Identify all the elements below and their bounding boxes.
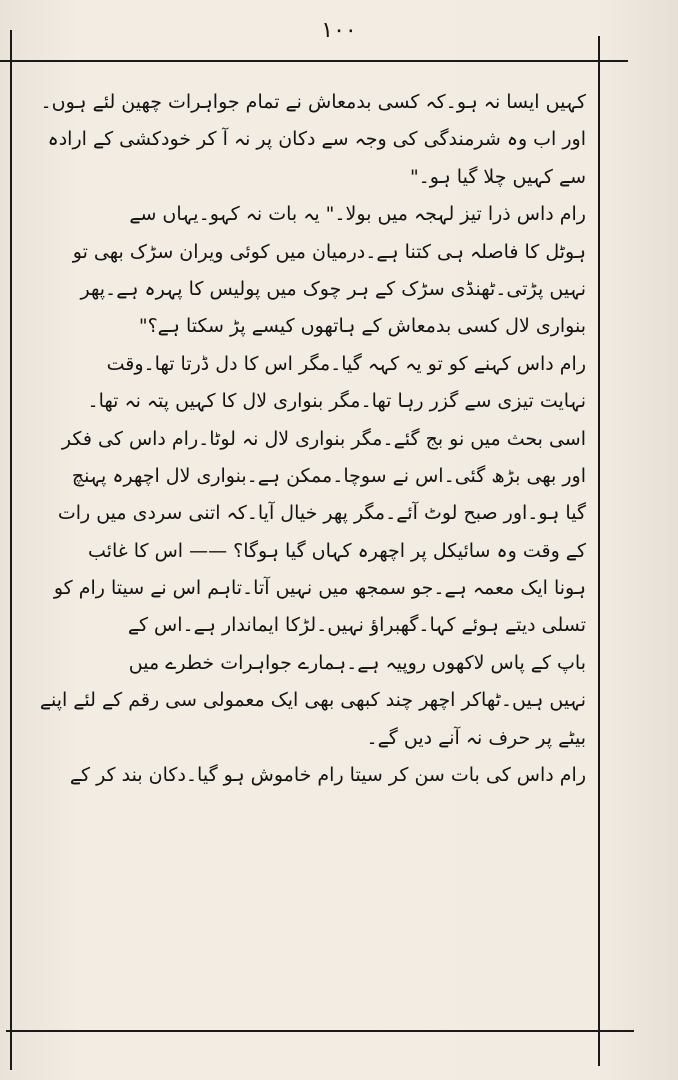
text-line-16: باپ کے پاس لاکھوں روپیہ ہے۔ہمارے جواہرات خطرے میں <box>128 651 586 674</box>
text-line-19: رام داس کی بات سن کر سیتا رام خاموش ہو گیا۔دکان بند کر کے <box>69 764 586 787</box>
text-line-1: کہیں ایسا نہ ہو۔کہ کسی بدمعاش نے تمام جواہرات چھین لئے ہوں۔ <box>40 91 586 113</box>
text-line-10: اسی بحث میں نو بج گئے۔مگر بنواری لال نہ لوٹا۔رام داس کی فکر <box>61 427 586 450</box>
frame-top-rule <box>0 60 628 62</box>
text-line-5: ہوٹل کا فاصلہ ہی کتنا ہے۔درمیان میں کوئی ویران سڑک بھی تو <box>72 240 586 263</box>
text-line-15: تسلی دیتے ہوئے کہا۔گھبراؤ نہیں۔لڑکا ایماندار ہے۔اس کے <box>127 614 586 637</box>
text-line-11: اور بھی بڑھ گئی۔اس نے سوچا۔ممکن ہے۔بنواری لال اچھرہ پہنچ <box>71 464 586 487</box>
text-line-8: رام داس کہنے کو تو یہ کہہ گیا۔مگر اس کا دل ڈرتا تھا۔وقت <box>106 352 586 375</box>
page-number: ۱۰۰ <box>321 18 357 43</box>
text-line-6: نہیں پڑتی۔ٹھنڈی سڑک کے ہر چوک میں پولیس کا پہرہ ہے۔پھر <box>80 277 586 300</box>
frame-left-rule <box>10 30 12 1070</box>
text-line-14: ہونا ایک معمہ ہے۔جو سمجھ میں نہیں آتا۔تاہم اس نے سیتا رام کو <box>53 577 586 600</box>
text-line-4: رام داس ذرا تیز لہجہ میں بولا۔" یہ بات نہ کہو۔یہاں سے <box>129 203 586 226</box>
text-line-12: گیا ہو۔اور صبح لوٹ آئے۔مگر پھر خیال آیا۔کہ اتنی سردی میں رات <box>57 502 586 525</box>
page-body-text <box>30 84 586 1014</box>
text-line-17: نہیں ہیں۔ٹھاکر اچھر چند کبھی بھی ایک معمولی سی رقم کے لئے اپنے <box>39 689 586 712</box>
text-line-18: بیٹے پر حرف نہ آنے دیں گے۔ <box>366 726 586 749</box>
text-line-7: بنواری لال کسی بدمعاش کے ہاتھوں کیسے پڑ سکتا ہے؟" <box>138 315 586 338</box>
text-line-9: نہایت تیزی سے گزر رہا تھا۔مگر بنواری لال کا کہیں پتہ نہ تھا۔ <box>87 390 586 413</box>
frame-right-rule <box>598 36 600 1066</box>
frame-bottom-rule <box>6 1030 634 1032</box>
text-line-2: اور اب وہ شرمندگی کی وجہ سے دکان پر نہ آ کر خودکشی کے ارادہ <box>47 128 586 151</box>
text-line-3: سے کہیں چلا گیا ہو۔" <box>409 165 586 188</box>
text-line-13: کے وقت وہ سائیکل پر اچھرہ کہاں گیا ہوگا؟ —— اس کا غائب <box>88 539 586 562</box>
